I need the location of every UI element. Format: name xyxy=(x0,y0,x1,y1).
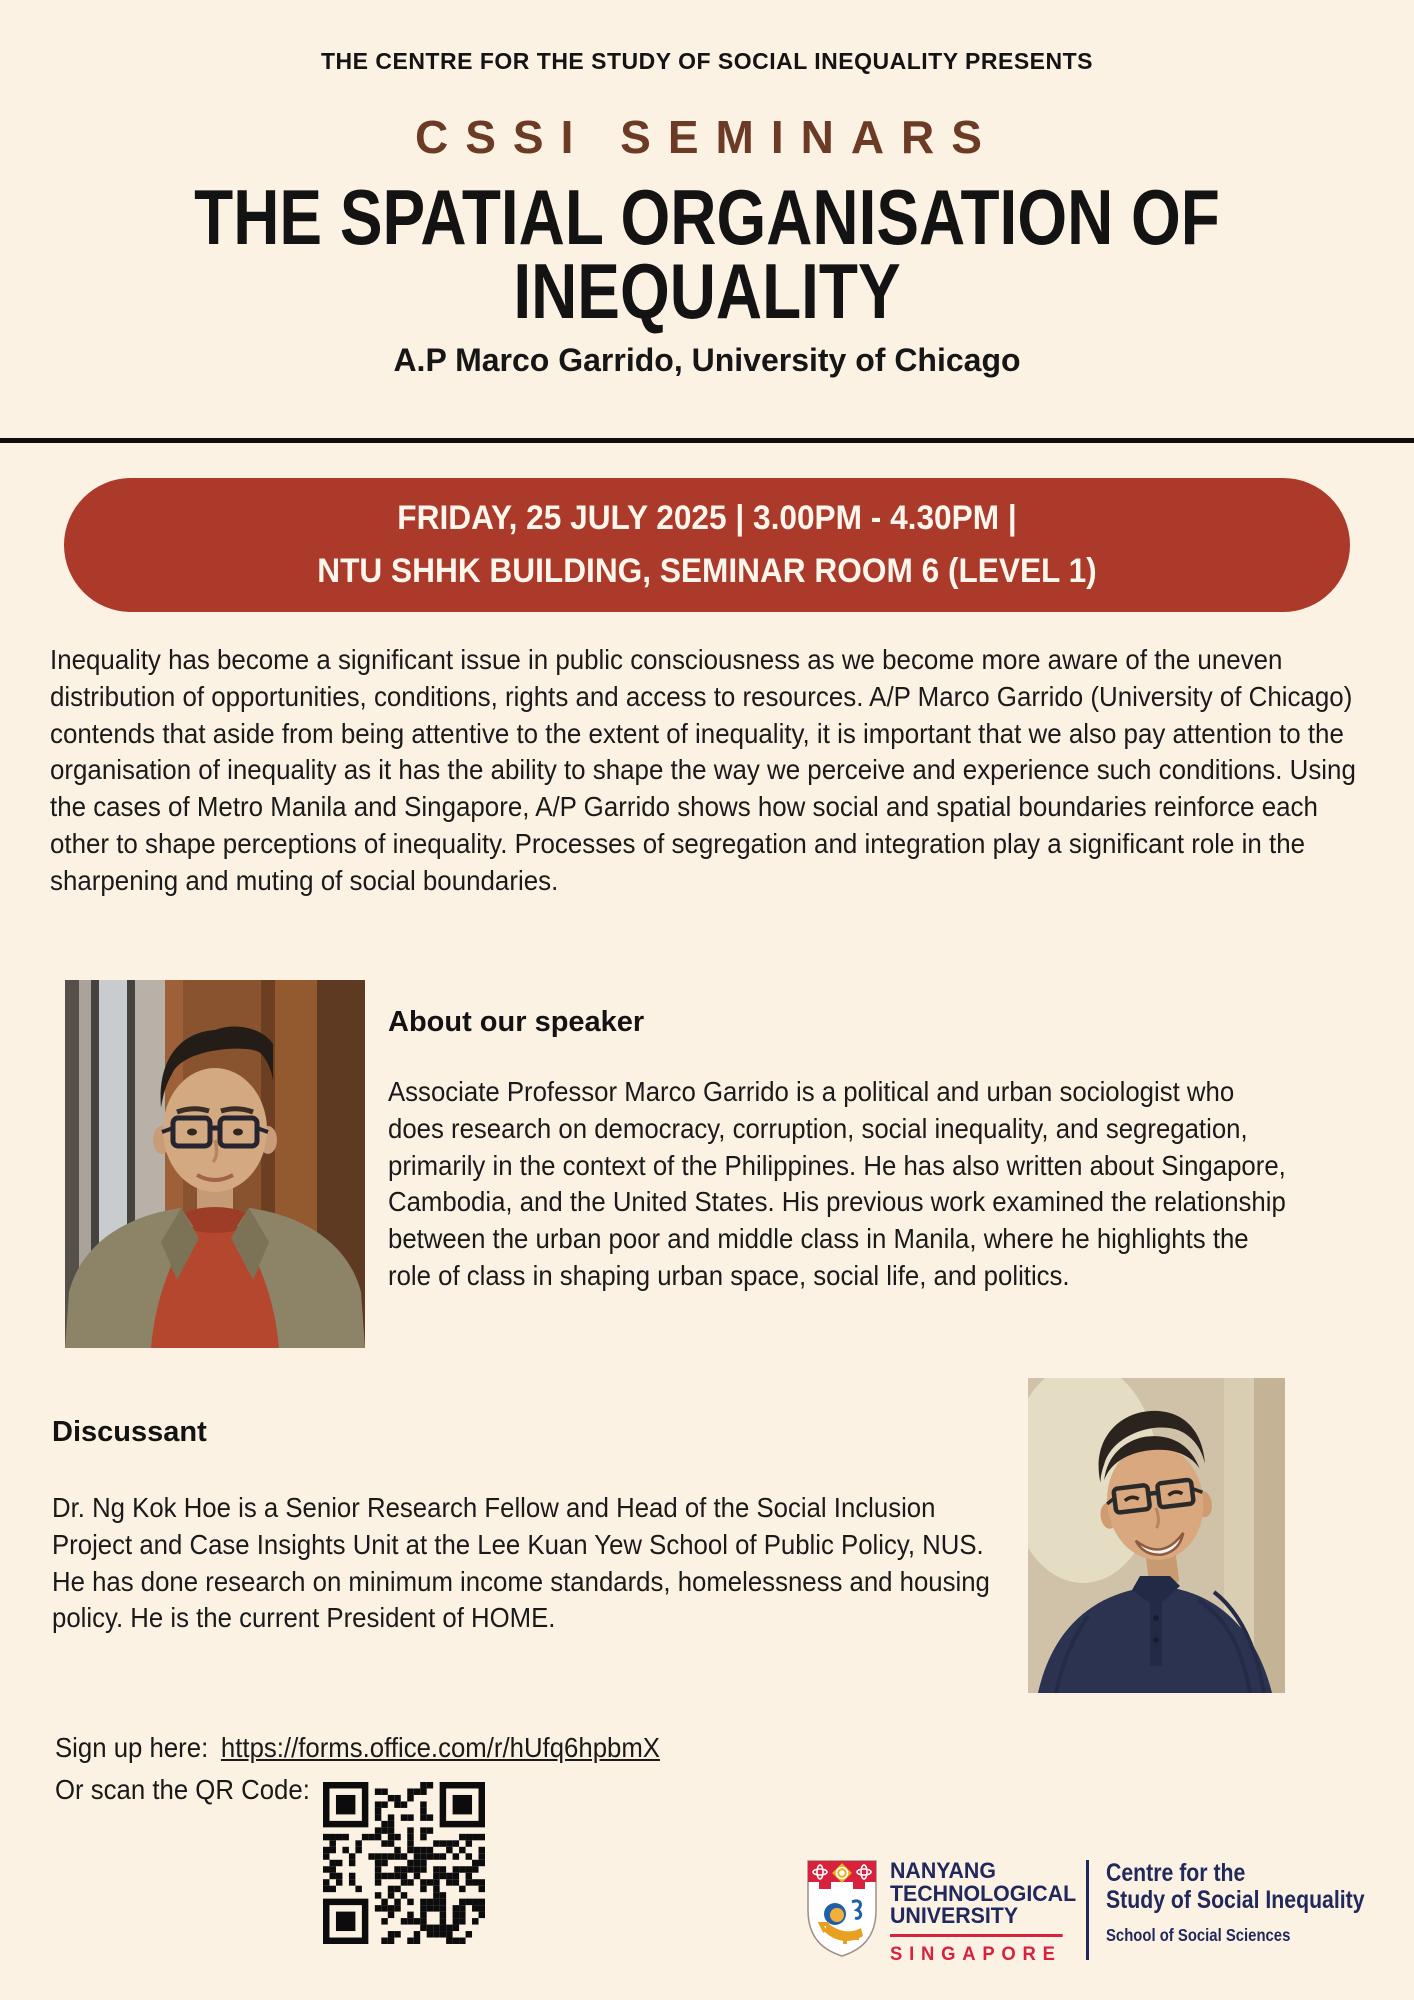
page-title xyxy=(127,173,1286,335)
discussant-heading: Discussant xyxy=(52,1416,207,1448)
eyebrow-text: THE CENTRE FOR THE STUDY OF SOCIAL INEQUALITY PRESENTS xyxy=(320,48,1094,74)
signup-link[interactable]: https://forms.office.com/r/hUfq6hpbmX xyxy=(220,1732,660,1763)
event-date-time: FRIDAY, 25 JULY 2025 | 3.00PM - 4.30PM | xyxy=(397,499,1017,537)
logo-divider xyxy=(1086,1860,1089,1960)
ntu-crest-icon xyxy=(805,1858,879,1958)
signup-line xyxy=(55,1732,666,1764)
cssi-line-1: Centre for the xyxy=(1106,1859,1246,1887)
title-line-2: INEQUALITY xyxy=(513,247,901,335)
ntu-country: SINGAPORE xyxy=(890,1943,1062,1965)
ntu-line-2: TECHNOLOGICAL xyxy=(890,1880,1077,1906)
ntu-logo-text xyxy=(890,1860,1076,1966)
discussant-portrait-illustration xyxy=(1028,1378,1285,1693)
speaker-byline: A.P Marco Garrido, University of Chicago xyxy=(393,342,1021,378)
ntu-red-rule xyxy=(890,1934,1063,1937)
speaker-bio: Associate Professor Marco Garrido is a political and urban sociologist who does research on democracy, corruption, social inequality, and segregation, primarily in the context of the Philippines. He has also written about Singapore, Cambodia, and the United States. His previous work examined the relationship between the urban poor and middle class in Manila, where he highlights the role of class in shaping urban space, social life, and politics. xyxy=(388,1076,1286,1291)
speaker-photo xyxy=(65,980,365,1348)
ntu-line-1: NANYANG xyxy=(890,1858,996,1883)
ntu-line-3: UNIVERSITY xyxy=(890,1903,1019,1928)
event-details-text xyxy=(109,478,1305,598)
signup-label: Sign up here: xyxy=(55,1732,209,1763)
abstract-paragraph: Inequality has become a significant issue in public consciousness as we become more aware of the uneven distribution of opportunities, conditions, rights and access to resources. A/P Marco Garrido (University of Chicago) contends that aside from being attentive to the extent of inequality, it is important that we also pay attention to the organisation of inequality as it has the ability to shape the way we perceive and experience such conditions. Using the cases of Metro Manila and Singapore, A/P Garrido shows how social and spatial boundaries reinforce each other to shape perceptions of inequality. Processes of segregation and integration play a significant role in the sharpening and muting of social boundaries. xyxy=(50,644,1356,896)
cssi-logo-text xyxy=(1106,1860,1365,1949)
divider-rule xyxy=(0,438,1414,443)
qr-code xyxy=(323,1782,485,1944)
discussant-bio: Dr. Ng Kok Hoe is a Senior Research Fellow and Head of the Social Inclusion Project and Case Insights Unit at the Lee Kuan Yew School of Public Policy, NUS. He has done research on minimum income standards, homelessness and housing policy. He is the current President of HOME. xyxy=(52,1492,990,1634)
title-line-1: THE SPATIAL ORGANISATION OF xyxy=(194,173,1220,261)
event-venue: NTU SHHK BUILDING, SEMINAR ROOM 6 (LEVEL 1) xyxy=(317,552,1097,590)
about-speaker-heading: About our speaker xyxy=(388,1006,645,1038)
speaker-portrait-illustration xyxy=(65,980,365,1348)
cssi-line-2: Study of Social Inequality xyxy=(1106,1886,1365,1914)
discussant-photo xyxy=(1028,1378,1285,1693)
event-details-banner xyxy=(64,478,1350,612)
qr-label: Or scan the QR Code: xyxy=(55,1774,310,1805)
cssi-line-3: School of Social Sciences xyxy=(1106,1925,1291,1945)
series-title: CSSI SEMINARS xyxy=(415,111,999,163)
